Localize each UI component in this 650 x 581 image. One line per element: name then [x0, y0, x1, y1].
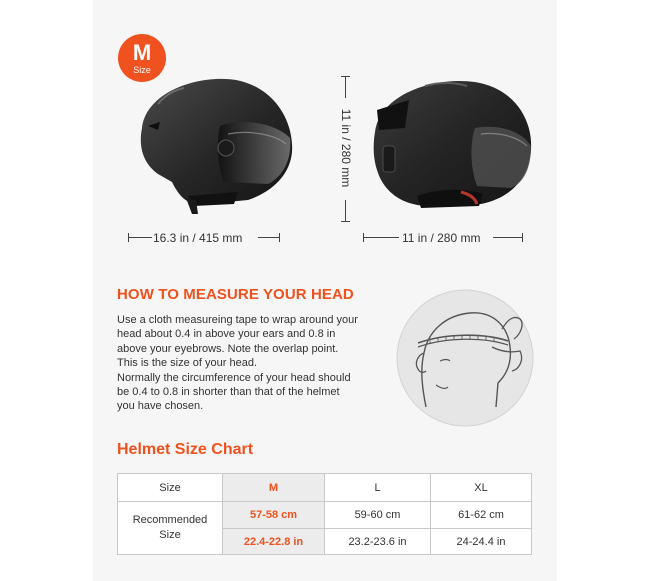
- length-dimension-label: 16.3 in / 415 mm: [153, 231, 243, 245]
- width-dimension-label: 11 in / 280 mm: [402, 231, 481, 245]
- instruction-line: be 0.4 to 0.8 in shorter than that of the helmet: [117, 386, 340, 399]
- row-label-line: Size: [159, 529, 181, 541]
- instruction-line: Normally the circumference of your head should: [117, 371, 351, 384]
- instruction-line: above your eyebrows. Note the overlap point.: [117, 342, 339, 355]
- instruction-line: Use a cloth measureing tape to wrap around your: [117, 314, 358, 326]
- cell-xl-inch: 24-24.4 in: [431, 529, 532, 555]
- cell-m-cm: 57-58 cm: [223, 502, 325, 529]
- table-header-row: [118, 474, 532, 502]
- header-size-xl: XL: [431, 474, 532, 502]
- helmet-rear-icon: [365, 70, 537, 218]
- instruction-line: you have chosen.: [117, 400, 204, 413]
- size-badge-word: Size: [133, 65, 151, 75]
- table-row-cm: [118, 502, 532, 529]
- instruction-line: This is the size of your head.: [117, 357, 258, 370]
- measure-instructions: [117, 313, 393, 414]
- row-label-recommended-size: [118, 502, 223, 555]
- row-label-line: Recommended: [132, 514, 208, 526]
- height-dimension-label: 11 in / 280 mm: [339, 108, 353, 188]
- cell-m-inch: 22.4-22.8 in: [223, 529, 325, 555]
- header-size-label: Size: [118, 474, 223, 502]
- cell-xl-cm: 61-62 cm: [431, 502, 532, 529]
- measure-title: HOW TO MEASURE YOUR HEAD: [117, 286, 354, 303]
- instruction-line: head about 0.4 in above your ears and 0.8 in: [117, 328, 336, 341]
- cell-l-cm: 59-60 cm: [325, 502, 431, 529]
- size-badge-letter: M: [132, 40, 152, 65]
- header-size-l: L: [325, 474, 431, 502]
- head-measure-icon: [396, 289, 534, 427]
- size-chart-table: [117, 473, 532, 555]
- header-size-m: M: [223, 474, 325, 502]
- cell-l-inch: 23.2-23.6 in: [325, 529, 431, 555]
- size-chart-title: Helmet Size Chart: [117, 441, 254, 458]
- helmet-side-icon: [128, 64, 300, 220]
